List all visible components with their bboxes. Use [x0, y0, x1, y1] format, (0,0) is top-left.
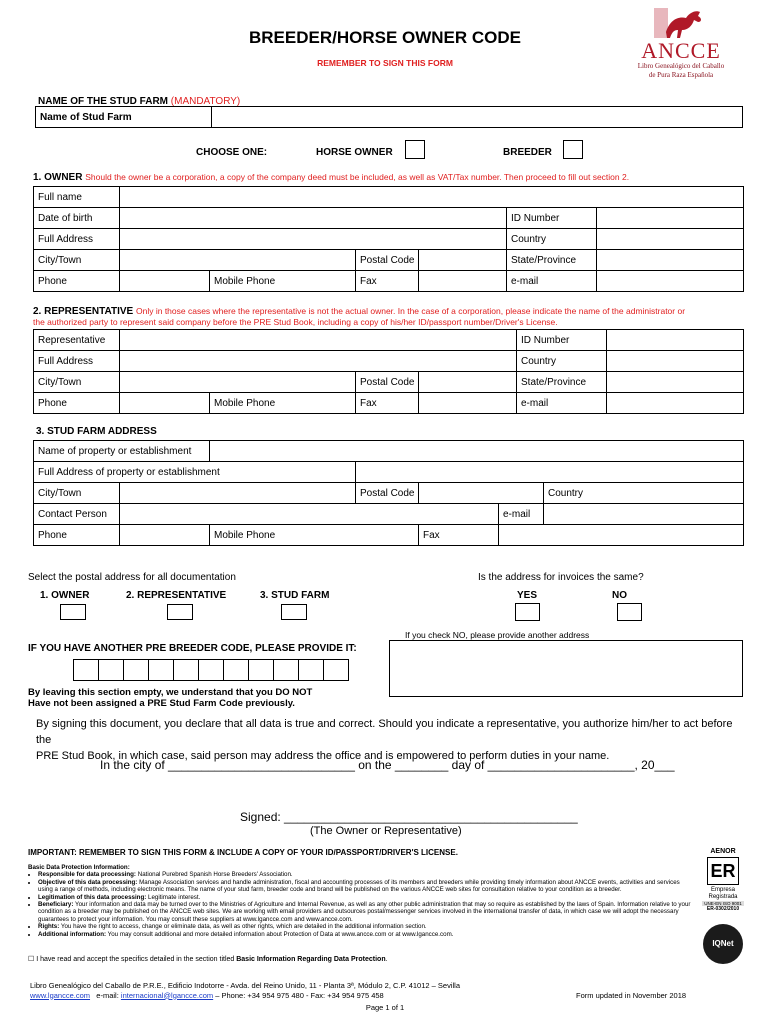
sign-reminder: REMEMBER TO SIGN THIS FORM: [317, 58, 453, 68]
postal-representative-checkbox[interactable]: [167, 604, 193, 620]
owner-address-label: Full Address: [34, 229, 120, 250]
stud-farm-name-table: [35, 106, 743, 128]
rep-name-label: Representative: [34, 330, 120, 351]
signature-line[interactable]: Signed: ____________________________________________: [240, 810, 578, 824]
pre-code-cell[interactable]: [223, 659, 249, 681]
rep-phone-label: Phone: [34, 393, 120, 414]
owner-table: [33, 186, 744, 292]
dp-item: • Rights: You have the right to access, change or eliminate data, as well as other rights, which are detailed in the additional information section.: [38, 923, 692, 930]
property-name-label: Name of property or establishment: [34, 441, 210, 462]
owner-phone-label: Phone: [34, 271, 120, 292]
rep-postal-input[interactable]: [419, 372, 517, 393]
farm-fax-label: Fax: [419, 525, 499, 546]
representative-label: 2. REPRESENTATIVE: [33, 306, 134, 317]
pre-code-cells: [73, 659, 348, 681]
owner-city-input[interactable]: [120, 250, 356, 271]
farm-city-input[interactable]: [120, 483, 356, 504]
owner-dob-input[interactable]: [120, 208, 507, 229]
owner-label: 1. OWNER: [33, 172, 83, 183]
owner-full-name-label: Full name: [34, 187, 120, 208]
property-address-input[interactable]: [356, 462, 744, 483]
farm-mobile-label: Mobile Phone: [210, 525, 419, 546]
pre-code-cell[interactable]: [148, 659, 174, 681]
rep-email-input[interactable]: [607, 393, 744, 414]
footer-email-link[interactable]: internacional@lgancce.com: [120, 990, 214, 1000]
rep-address-input[interactable]: [120, 351, 517, 372]
invoice-no-checkbox[interactable]: [617, 603, 642, 621]
property-name-input[interactable]: [210, 441, 744, 462]
rep-city-input[interactable]: [120, 372, 356, 393]
invoice-yes-label: YES: [517, 590, 538, 601]
footer-contact: www.lgancce.com e-mail: internacional@lgancce.com – Phone: +34 954 975 480 - Fax: +34 954 975 458: [30, 990, 384, 1000]
footer-web-link[interactable]: www.lgancce.com: [30, 990, 91, 1000]
rep-state-label: State/Province: [517, 372, 607, 393]
rep-state-input[interactable]: [607, 372, 744, 393]
dp-item: • Legitimation of this data processing: Legitimate interest.: [38, 894, 692, 901]
page-number: Page 1 of 1: [365, 1003, 405, 1012]
rep-address-label: Full Address: [34, 351, 120, 372]
farm-phone-label: Phone: [34, 525, 120, 546]
invoice-no-label: NO: [612, 590, 627, 601]
pre-code-cell[interactable]: [298, 659, 324, 681]
owner-email-input[interactable]: [597, 271, 744, 292]
choose-one-label: CHOOSE ONE:: [196, 147, 268, 158]
owner-dob-label: Date of birth: [34, 208, 120, 229]
farm-phone-input[interactable]: [120, 525, 210, 546]
farm-email-input[interactable]: [544, 504, 744, 525]
rep-country-input[interactable]: [607, 351, 744, 372]
data-protection-consent[interactable]: ☐ I have read and accept the specifics detailed in the section titled Basic Information Regarding Data Protection.: [28, 956, 388, 963]
mandatory-tag: (MANDATORY): [170, 96, 241, 107]
declaration-line-2: PRE Stud Book, in which case, said person may address the office and is empowered to perform duties in your name.: [36, 750, 610, 762]
owner-country-label: Country: [507, 229, 597, 250]
pre-code-cell[interactable]: [198, 659, 224, 681]
owner-postal-input[interactable]: [419, 250, 507, 271]
pre-code-cell[interactable]: [248, 659, 274, 681]
rep-id-input[interactable]: [607, 330, 744, 351]
rep-fax-input[interactable]: [419, 393, 517, 414]
farm-email-label: e-mail: [499, 504, 544, 525]
owner-note: Should the owner be a corporation, a copy of the company deed must be included, as well as VAT/Tax number. Then proceed to fill out section 2.: [85, 172, 630, 182]
postal-owner-label: 1. OWNER: [40, 590, 90, 601]
farm-postal-input[interactable]: [419, 483, 544, 504]
farm-country-label: Country: [544, 483, 744, 504]
logo-subtitle-line1: Libro Genealógico del Caballo: [637, 62, 725, 70]
stud-farm-name-label: NAME OF THE STUD FARM: [38, 96, 168, 107]
logo-subtitle-line2: de Pura Raza Española: [648, 70, 714, 79]
contact-person-input[interactable]: [120, 504, 499, 525]
postal-address-question: Select the postal address for all documentation: [28, 572, 236, 583]
invoice-yes-checkbox[interactable]: [515, 603, 540, 621]
footer: [30, 981, 590, 1000]
aenor-label: AENOR: [710, 848, 736, 855]
postal-representative-label: 2. REPRESENTATIVE: [126, 590, 227, 601]
pre-code-cell[interactable]: [73, 659, 99, 681]
representative-note-2: the authorized party to represent said company before the PRE Stud Book, including a copy of his/her ID/passport number/Driver's License.: [33, 317, 558, 327]
horse-owner-label: HORSE OWNER: [316, 147, 393, 158]
owner-id-input[interactable]: [597, 208, 744, 229]
rep-mobile-label: Mobile Phone: [210, 393, 356, 414]
rep-email-label: e-mail: [517, 393, 607, 414]
empresa-registrada: Empresa Registrada: [708, 887, 738, 900]
rep-postal-label: Postal Code: [356, 372, 419, 393]
city-date-line[interactable]: In the city of ____________________________ on the ________ day of ______________________, 20___: [100, 758, 675, 772]
owner-mobile-label: Mobile Phone: [210, 271, 356, 292]
rep-city-label: City/Town: [34, 372, 120, 393]
ancce-horse-logo-icon: [652, 6, 712, 40]
farm-city-label: City/Town: [34, 483, 120, 504]
dp-item: • Beneficiary: Your information and data may be turned over to the Ministries of Agriculture and Internal Revenue, as well as any other public administration that may so require as established by the laws of Spain. Information relative to your condition as a breeder may be published on the ANCCE web sites. We are working with email providers and outsources postal/messenger services involved in the international transfer of data, in which case we will adopt the necessary guarantees to protect your information. You may consult these suppliers at www.lgancce.com and www.ancce.com.: [38, 901, 692, 923]
stud-farm-table: [33, 440, 744, 546]
owner-phone-input[interactable]: [120, 271, 210, 292]
owner-id-label: ID Number: [507, 208, 597, 229]
owner-fax-label: Fax: [356, 271, 419, 292]
rep-id-label: ID Number: [517, 330, 607, 351]
form-updated-note: Form updated in November 2018: [576, 991, 687, 1000]
breeder-label: BREEDER: [503, 147, 552, 158]
aenor-badge: [702, 848, 744, 912]
owner-city-label: City/Town: [34, 250, 120, 271]
invoice-no-note: If you check NO, please provide another address: [405, 630, 590, 640]
representative-heading: [33, 306, 745, 328]
pre-code-cell[interactable]: [323, 659, 349, 681]
postal-stud-farm-checkbox[interactable]: [281, 604, 307, 620]
representative-table: [33, 329, 744, 414]
rep-name-input[interactable]: [120, 330, 517, 351]
property-address-label: Full Address of property or establishment: [34, 462, 356, 483]
invoice-alternative-address-input[interactable]: [389, 640, 743, 697]
stud-farm-name-input[interactable]: [212, 107, 743, 128]
owner-email-label: e-mail: [507, 271, 597, 292]
pre-code-note-1: By leaving this section empty, we understand that you DO NOT: [28, 687, 313, 698]
ancce-logo-subtitle: [614, 62, 748, 79]
rep-country-label: Country: [517, 351, 607, 372]
rep-fax-label: Fax: [356, 393, 419, 414]
owner-state-input[interactable]: [597, 250, 744, 271]
representative-note-1: Only in those cases where the representative is not the actual owner. In the case of a corporation, please indicate the name of the administrator or: [136, 306, 686, 316]
iqnet-badge: IQNet: [703, 924, 743, 964]
important-notice: IMPORTANT: REMEMBER TO SIGN THIS FORM & INCLUDE A COPY OF YOUR ID/PASSPORT/DRIVER'S LICENSE.: [28, 848, 458, 857]
owner-state-label: State/Province: [507, 250, 597, 271]
horse-owner-checkbox[interactable]: [405, 140, 425, 159]
owner-heading: [33, 172, 743, 183]
data-protection-heading: Basic Data Protection Information:: [28, 864, 130, 871]
ancce-logo-name: ANCCE: [641, 38, 721, 63]
dp-item: • Objective of this data processing: Manage Association services and handle administration, fiscal and accounting processes of its members and breeders while providing timely information about ANCCE events, activities and services using a range of methods, including electronic means. The name of your stud farm, breeder code and brand will be published on the various ANCCE web sites for consultation relative to your condition as a breeder.: [38, 879, 692, 894]
owner-postal-label: Postal Code: [356, 250, 419, 271]
footer-address: Libro Genealógico del Caballo de P.R.E., Edificio Indotorre - Avda. del Reino Unido, 11 - Planta 3ª, Módulo 2, C.P. 41012 – Sevilla: [30, 981, 460, 990]
dp-item: • Responsible for data processing: National Purebred Spanish Horse Breeders' Association.: [38, 871, 692, 878]
farm-fax-input[interactable]: [499, 525, 744, 546]
pre-code-cell[interactable]: [123, 659, 149, 681]
pre-code-label: IF YOU HAVE ANOTHER PRE BREEDER CODE, PLEASE PROVIDE IT:: [28, 643, 357, 654]
postal-owner-checkbox[interactable]: [60, 604, 86, 620]
er-mark: ER: [707, 857, 739, 885]
cert-code: ER-0302/2010: [706, 906, 740, 912]
owner-full-name-input[interactable]: [120, 187, 744, 208]
invoice-address-question: Is the address for invoices the same?: [478, 572, 644, 583]
stud-farm-name-label-cell: Name of Stud Farm: [36, 107, 212, 128]
stud-farm-address-heading: 3. STUD FARM ADDRESS: [36, 426, 157, 437]
declaration-text: [36, 716, 748, 764]
contact-person-label: Contact Person: [34, 504, 120, 525]
farm-postal-label: Postal Code: [356, 483, 419, 504]
pre-code-note: [28, 687, 312, 709]
pre-code-note-2: Have not been assigned a PRE Stud Farm Code previously.: [28, 698, 295, 709]
iso-norm: UNE-EN ISO 9001: [702, 901, 744, 906]
rep-phone-input[interactable]: [120, 393, 210, 414]
breeder-checkbox[interactable]: [563, 140, 583, 159]
postal-stud-farm-label: 3. STUD FARM: [260, 590, 330, 601]
page-title: BREEDER/HORSE OWNER CODE: [248, 28, 522, 47]
declaration-line-1: By signing this document, you declare that all data is true and correct. Should you indicate a representative, you authorize him/her to act before the: [36, 718, 733, 746]
pre-code-cell[interactable]: [98, 659, 124, 681]
owner-fax-input[interactable]: [419, 271, 507, 292]
owner-address-input[interactable]: [120, 229, 507, 250]
pre-code-cell[interactable]: [273, 659, 299, 681]
data-protection-section: [28, 864, 692, 938]
owner-country-input[interactable]: [597, 229, 744, 250]
dp-item: • Additional information: You may consult additional and more detailed information about Protection of Data at www.ancce.com or at www.lgancce.com.: [38, 931, 692, 938]
pre-code-cell[interactable]: [173, 659, 199, 681]
signature-role: (The Owner or Representative): [310, 825, 462, 837]
